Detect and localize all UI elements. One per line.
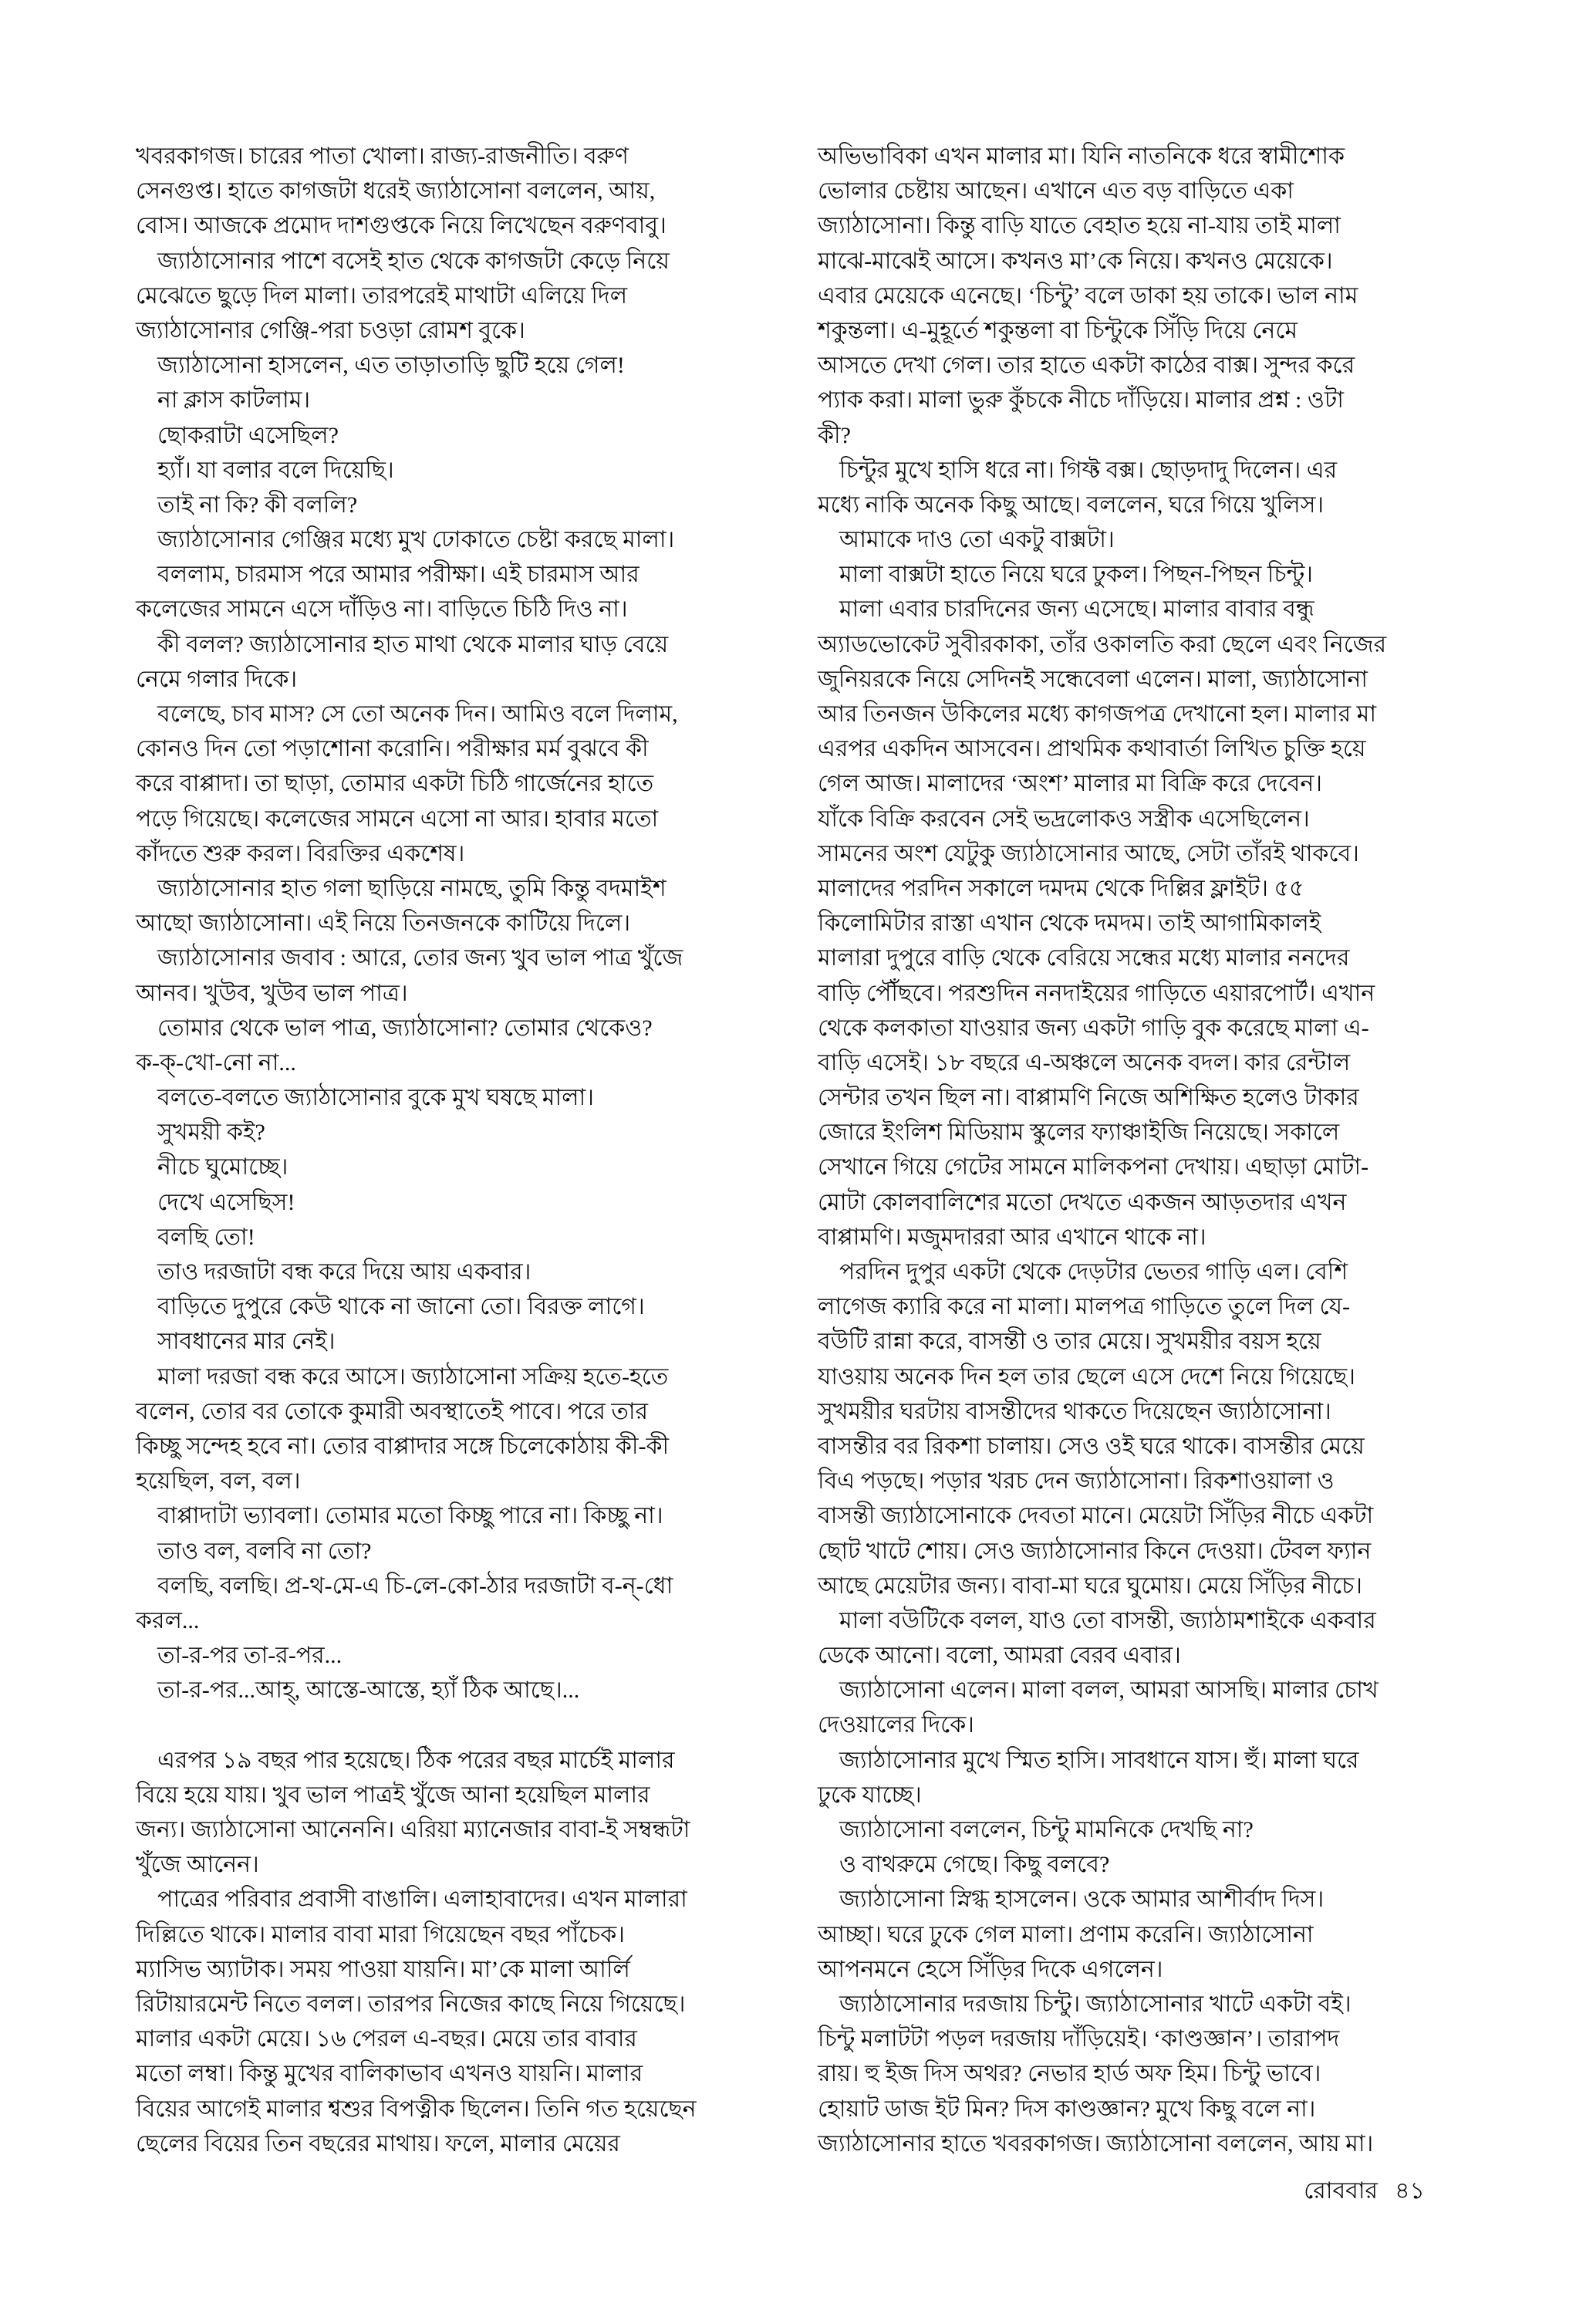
text-line: রিটায়ারমেন্ট নিতে বলল। তারপর নিজের কাছে নিয়ে গিয়েছে। [136,1991,686,2017]
text-line: কী বলল? জ্যাঠাসোনার হাত মাথা থেকে মালার ঘাড় বেয়ে [157,631,669,657]
text-line: পরদিন দুপুর একটা থেকে দেড়টার ভেতর গাড়ি এল। বেশি [839,1259,1348,1285]
text-line: বলেন, তোর বর তোকে কুমারী অবস্থাতেই পাবে। পরে তার [136,1398,649,1424]
text-line: অভিভাবিকা এখন মালার মা। যিনি নাতনিকে ধরে স্বামীশোক [818,144,1345,169]
text-line: তাও বল, বলবি না তো? [157,1538,372,1564]
text-line: কাঁদতে শুরু করল। বিরক্তির একশেষ। [136,840,465,866]
text-line: তাও দরজাটা বন্ধ করে দিয়ে আয় একবার। [157,1259,532,1285]
text-line: ঢুকে যাচ্ছে। [818,1782,922,1808]
text-line: এরপর ১৯ বছর পার হয়েছে। ঠিক পরের বছর মার্চেই মালার [157,1747,675,1773]
text-line: ছেলের বিয়ের তিন বছরের মাথায়। ফলে, মালার মেয়ের [136,2130,620,2157]
text-line: বাপ্পাদাটা ভ্যাবলা। তোমার মতো কিচ্ছু পারে না। কিচ্ছু না। [157,1503,663,1529]
text-line: আছো জ্যাঠাসোনা। এই নিয়ে তিনজনকে কাটিয়ে দিলে। [136,910,631,937]
text-line: বিয়ের আগেই মালার শ্বশুর বিপত্নীক ছিলেন। তিনি গত হয়েছেন [136,2096,697,2122]
text-line: মালা বউটিকে বলল, যাও তো বাসন্তী, জ্যাঠামশাইকে একবার [839,1607,1376,1633]
text-line: দেখে এসেছিস! [157,1189,295,1215]
text-line: প্যাক করা। মালা ভুরু কুঁচকে নীচে দাঁড়িয়ে। মালার প্রশ্ন : ওটা [818,387,1344,414]
text-line: বাড়ি এসেই। ১৮ বছরে এ-অঞ্চলে অনেক বদল। কার রেন্টাল [818,1049,1351,1076]
text-line: মালারা দুপুরে বাড়ি থেকে বেরিয়ে সন্ধের মধ্যে মালার ননদের [818,945,1350,971]
text-line: মেঝেতে ছুড়ে দিল মালা। তারপরেই মাথাটা এলিয়ে দিল [136,282,628,309]
text-line: বিএ পড়ছে। পড়ার খরচ দেন জ্যাঠাসোনা। রিকশাওয়ালা ও [818,1468,1335,1495]
text-line: ও বাথরুমে গেছে। কিছু বলবে? [839,1852,1110,1878]
text-line: জ্যাঠাসোনার হাত গলা ছাড়িয়ে নামছে, তুমি কিন্তু বদমাইশ [157,875,667,901]
text-line: জ্যাঠাসোনার দরজায় চিন্টু। জ্যাঠাসোনার খাটে একটা বই। [839,1991,1352,2017]
text-line: বলেছে, চাব মাস? সে তো অনেক দিন। আমিও বলে দিলাম, [157,701,678,727]
text-line: সুখময়ী কই? [157,1120,265,1146]
text-line: বাপ্পামণি। মজুমদাররা আর এখানে থাকে না। [818,1224,1206,1250]
text-line: জ্যাঠাসোনা স্নিগ্ধ হাসলেন। ওকে আমার আশীর্বাদ দিস। [839,1887,1325,1913]
text-line: বাসন্তী জ্যাঠাসোনাকে দেবতা মানে। মেয়েটা সিঁড়ির নীচে একটা [818,1503,1374,1529]
text-line: বিয়ে হয়ে যায়। খুব ভাল পাত্রই খুঁজে আনা হয়েছিল মালার [136,1782,650,1808]
text-line: জ্যাঠাসোনার গেঞ্জি-পরা চওড়া রোমশ বুকে। [136,317,525,343]
text-line: ডেকে আনো। বলো, আমরা বেরব এবার। [818,1643,1181,1669]
text-line: সুখময়ীর ঘরটায় বাসন্তীদের থাকতে দিয়েছেন জ্যাঠাসোনা। [818,1398,1331,1424]
text-line: না ক্লাস কাটলাম। [157,387,311,414]
text-line: পড়ে গিয়েছে। কলেজের সামনে এসো না আর। হাবার মতো [136,806,659,832]
text-line: তা-র-পর...আহ্, আস্তে-আস্তে, হ্যাঁ ঠিক আছে।... [157,1677,580,1704]
text-column-left [136,139,773,2161]
text-line: কিচ্ছু সন্দেহ হবে না। তোর বাপ্পাদার সঙ্গে চিলেকোঠায় কী-কী [136,1433,670,1459]
text-line: তা-র-পর তা-র-পর... [157,1643,343,1669]
text-line: সেনগুপ্ত। হাতে কাগজটা ধরেই জ্যাঠাসোনা বললেন, আয়, [136,178,656,204]
text-line: সেন্টার তখন ছিল না। বাপ্পামণি নিজে অশিক্ষিত হলেও টাকার [818,1085,1359,1111]
text-line: মধ্যে নাকি অনেক কিছু আছে। বললেন, ঘরে গিয়ে খুলিস। [818,491,1325,518]
text-line: হয়েছিল, বল, বল। [136,1468,301,1495]
text-line: জ্যাঠাসোনার গেঞ্জির মধ্যে মুখ ঢোকাতে চেষ্টা করছে মালা। [157,527,675,553]
text-line: মালা দরজা বন্ধ করে আসে। জ্যাঠাসোনা সক্রিয় হতে-হতে [157,1363,669,1390]
text-column-right [818,139,1455,2161]
text-line: বলছি, বলছি। প্র-থ-মে-এ চি-লে-কো-ঠার দরজাটা ব-ন্-ধো [157,1572,673,1599]
text-line: রায়। হু ইজ দিস অথর? নেভার হার্ড অফ হিম। চিন্টু ভাবে। [818,2061,1321,2087]
text-line: জোরে ইংলিশ মিডিয়াম স্কুলের ফ্যাঞ্চাইজি নিয়েছে। সকালে [818,1120,1340,1146]
text-line: আপনমনে হেসে সিঁড়ির দিকে এগলেন। [818,1956,1163,1982]
text-line: নেমে গলার দিকে। [136,666,298,692]
text-line: যাওয়ায় অনেক দিন হল তার ছেলে এসে দেশে নিয়ে গিয়েছে। [818,1363,1355,1390]
page-footer [1304,2176,1425,2207]
text-line: জ্যাঠাসোনা এলেন। মালা বলল, আমরা আসছি। মালার চোখ [839,1677,1379,1704]
text-line: বাড়িতে দুপুরে কেউ থাকে না জানো তো। বিরক্ত লাগে। [157,1294,645,1320]
text-line: দিল্লিতে থাকে। মালার বাবা মারা গিয়েছেন বছর পাঁচেক। [136,1921,626,1947]
text-line: দেওয়ালের দিকে। [818,1712,974,1738]
text-line: কোনও দিন তো পড়াশোনা করোনি। পরীক্ষার মর্ম বুঝবে কী [136,736,649,762]
text-line: চিন্টুর মুখে হাসি ধরে না। গিফ্ট বক্স। ছোড়দাদু দিলেন। এর [839,457,1338,483]
text-line: জ্যাঠাসোনা বললেন, চিন্টু মামনিকে দেখছি না? [839,1817,1254,1843]
text-line: বলছি তো! [157,1224,255,1250]
text-line: জ্যাঠাসোনার মুখে স্মিত হাসি। সাবধানে যাস। হুঁ। মালা ঘরে [839,1747,1359,1773]
text-line: এরপর একদিন আসবেন। প্রাথমিক কথাবার্তা লিখিত চুক্তি হয়ে [818,736,1366,762]
text-line: আনব। খুউব, খুউব ভাল পাত্র। [136,980,408,1006]
text-line: আছে মেয়েটার জন্য। বাবা-মা ঘরে ঘুমোয়। মেয়ে সিঁড়ির নীচে। [818,1572,1362,1599]
text-line: মাঝে-মাঝেই আসে। কখনও মা’কে নিয়ে। কখনও মেয়েকে। [818,248,1333,274]
text-line: মতো লম্বা। কিন্তু মুখের বালিকাভাব এখনও যায়নি। মালার [136,2061,643,2087]
text-line: জুনিয়রকে নিয়ে সেদিনই সন্ধেবেলা এলেন। মালা, জ্যাঠাসোনা [818,666,1368,692]
text-line: বাড়ি পৌঁছবে। পরশুদিন ননদাইয়ের গাড়িতে এয়ারপোর্ট। এখান [818,980,1375,1006]
text-line: তোমার থেকে ভাল পাত্র, জ্যাঠাসোনা? তোমার থেকেও? [157,1015,653,1041]
text-line: জ্যাঠাসোনার হাতে খবরকাগজ। জ্যাঠাসোনা বললেন, আয় মা। [818,2130,1374,2157]
text-line: মালার একটা মেয়ে। ১৬ পেরল এ-বছর। মেয়ে তার বাবার [136,2026,637,2052]
text-line: জ্যাঠাসোনা হাসলেন, এত তাড়াতাড়ি ছুটি হয়ে গেল! [157,353,625,379]
text-line: আসতে দেখা গেল। তার হাতে একটা কাঠের বাক্স। সুন্দর করে [818,353,1355,379]
text-line: হ্যাঁ। যা বলার বলে দিয়েছি। [157,457,394,483]
text-line: লাগেজ ক্যারি করে না মালা। মালপত্র গাড়িতে তুলে দিল যে- [818,1294,1350,1320]
text-line: ম্যাসিভ অ্যাটাক। সময় পাওয়া যায়নি। মা’কে মালা আর্লি [136,1956,630,1982]
footer-page-number: ৪১ [1395,2178,1425,2204]
text-line: মালা এবার চারদিনের জন্য এসেছে। মালার বাবার বন্ধু [839,596,1314,623]
text-line: থেকে কলকাতা যাওয়ার জন্য একটা গাড়ি বুক করেছে মালা এ- [818,1015,1369,1041]
text-line: কলেজের সামনে এসে দাঁড়িও না। বাড়িতে চিঠি দিও না। [136,596,628,623]
text-line: বউটি রান্না করে, বাসন্তী ও তার মেয়ে। সুখময়ীর বয়স হয়ে [818,1329,1321,1355]
text-line: যাঁকে বিক্রি করবেন সেই ভদ্রলোকও সস্ত্রীক এসেছিলেন। [818,806,1310,832]
text-line: জ্যাঠাসোনার পাশে বসেই হাত থেকে কাগজটা কেড়ে নিয়ে [157,248,670,274]
text-line: মালাদের পরদিন সকালে দমদম থেকে দিল্লির ফ্লাইট। ৫৫ [818,875,1304,901]
text-line: তাই না কি? কী বললি? [157,491,358,518]
text-line: পাত্রের পরিবার প্রবাসী বাঙালি। এলাহাবাদের। এখন মালারা [157,1887,687,1913]
text-line: শকুন্তলা। এ-মুহূর্তে শকুন্তলা বা চিন্টুকে সিঁড়ি দিয়ে নেমে [818,317,1298,343]
text-line: খুঁজে আনেন। [136,1852,259,1878]
footer-magazine-name: রোববার [1304,2178,1379,2204]
text-line: ছোকরাটা এসেছিল? [157,422,339,448]
text-line: বললাম, চারমাস পরে আমার পরীক্ষা। এই চারমাস আর [157,562,640,588]
text-line: খবরকাগজ। চারের পাতা খোলা। রাজ্য-রাজনীতি। বরুণ [136,144,629,169]
text-line: আচ্ছা। ঘরে ঢুকে গেল মালা। প্রণাম করেনি। জ্যাঠাসোনা [818,1921,1314,1947]
text-line: সামনের অংশ যেটুকু জ্যাঠাসোনার আছে, সেটা তাঁরই থাকবে। [818,840,1359,866]
text-line: কিলোমিটার রাস্তা এখান থেকে দমদম। তাই আগামিকালই [818,910,1321,937]
text-line: করে বাপ্পাদা। তা ছাড়া, তোমার একটা চিঠি গার্জেনের হাতে [136,771,654,797]
text-line: বলতে-বলতে জ্যাঠাসোনার বুকে মুখ ঘষছে মালা। [157,1085,594,1111]
text-line: আমাকে দাও তো একটু বাক্সটা। [839,527,1115,553]
text-line: করল... [136,1607,200,1633]
text-line: হোয়াট ডাজ ইট মিন? দিস কাণ্ডজ্ঞান? মুখে কিছু বলে না। [818,2096,1316,2122]
text-line: বোস। আজকে প্রমোদ দাশগুপ্তকে নিয়ে লিখেছেন বরুণবাবু। [136,213,667,239]
text-line: জ্যাঠাসোনার জবাব : আরে, তোর জন্য খুব ভাল পাত্র খুঁজে [157,945,683,971]
text-line: ছোট খাটে শোয়। সেও জ্যাঠাসোনার কিনে দেওয়া। টেবল ফ্যান [818,1538,1372,1564]
text-line: ক-ক্-খো-নো না... [136,1049,296,1076]
text-line: কী? [818,422,851,448]
text-line: মোটা কোলবালিশের মতো দেখতে একজন আড়তদার এখন [818,1189,1347,1215]
text-line: জন্য। জ্যাঠাসোনা আনেননি। এরিয়া ম্যানেজার বাবা-ই সম্বন্ধটা [136,1817,690,1843]
text-line: আর তিনজন উকিলের মধ্যে কাগজপত্র দেখানো হল। মালার মা [818,701,1377,727]
text-line: এবার মেয়েকে এনেছে। ‘চিন্টু’ বলে ডাকা হয় তাকে। ভাল নাম [818,282,1358,309]
text-line: মালা বাক্সটা হাতে নিয়ে ঘরে ঢুকল। পিছন-পিছন চিন্টু। [839,562,1313,588]
text-line: অ্যাডভোকেট সুবীরকাকা, তাঁর ওকালতি করা ছেলে এবং নিজের [818,631,1387,657]
text-line: গেল আজ। মালাদের ‘অংশ’ মালার মা বিক্রি করে দেবেন। [818,771,1322,797]
text-line: সেখানে গিয়ে গেটের সামনে মালিকপনা দেখায়। এছাড়া মোটা- [818,1154,1369,1181]
text-line: সাবধানের মার নেই। [157,1329,336,1355]
text-line: বাসন্তীর বর রিকশা চালায়। সেও ওই ঘরে থাকে। বাসন্তীর মেয়ে [818,1433,1365,1459]
text-line: ভোলার চেষ্টায় আছেন। এখানে এত বড় বাড়িতে একা [818,178,1294,204]
text-line: জ্যাঠাসোনা। কিন্তু বাড়ি যাতে বেহাত হয়ে না-যায় তাই মালা [818,213,1341,239]
text-line: নীচে ঘুমোচ্ছে। [157,1154,289,1181]
text-line: চিন্টু মলাটটা পড়ল দরজায় দাঁড়িয়েই। ‘কাণ্ডজ্ঞান’। তারাপদ [818,2026,1340,2052]
